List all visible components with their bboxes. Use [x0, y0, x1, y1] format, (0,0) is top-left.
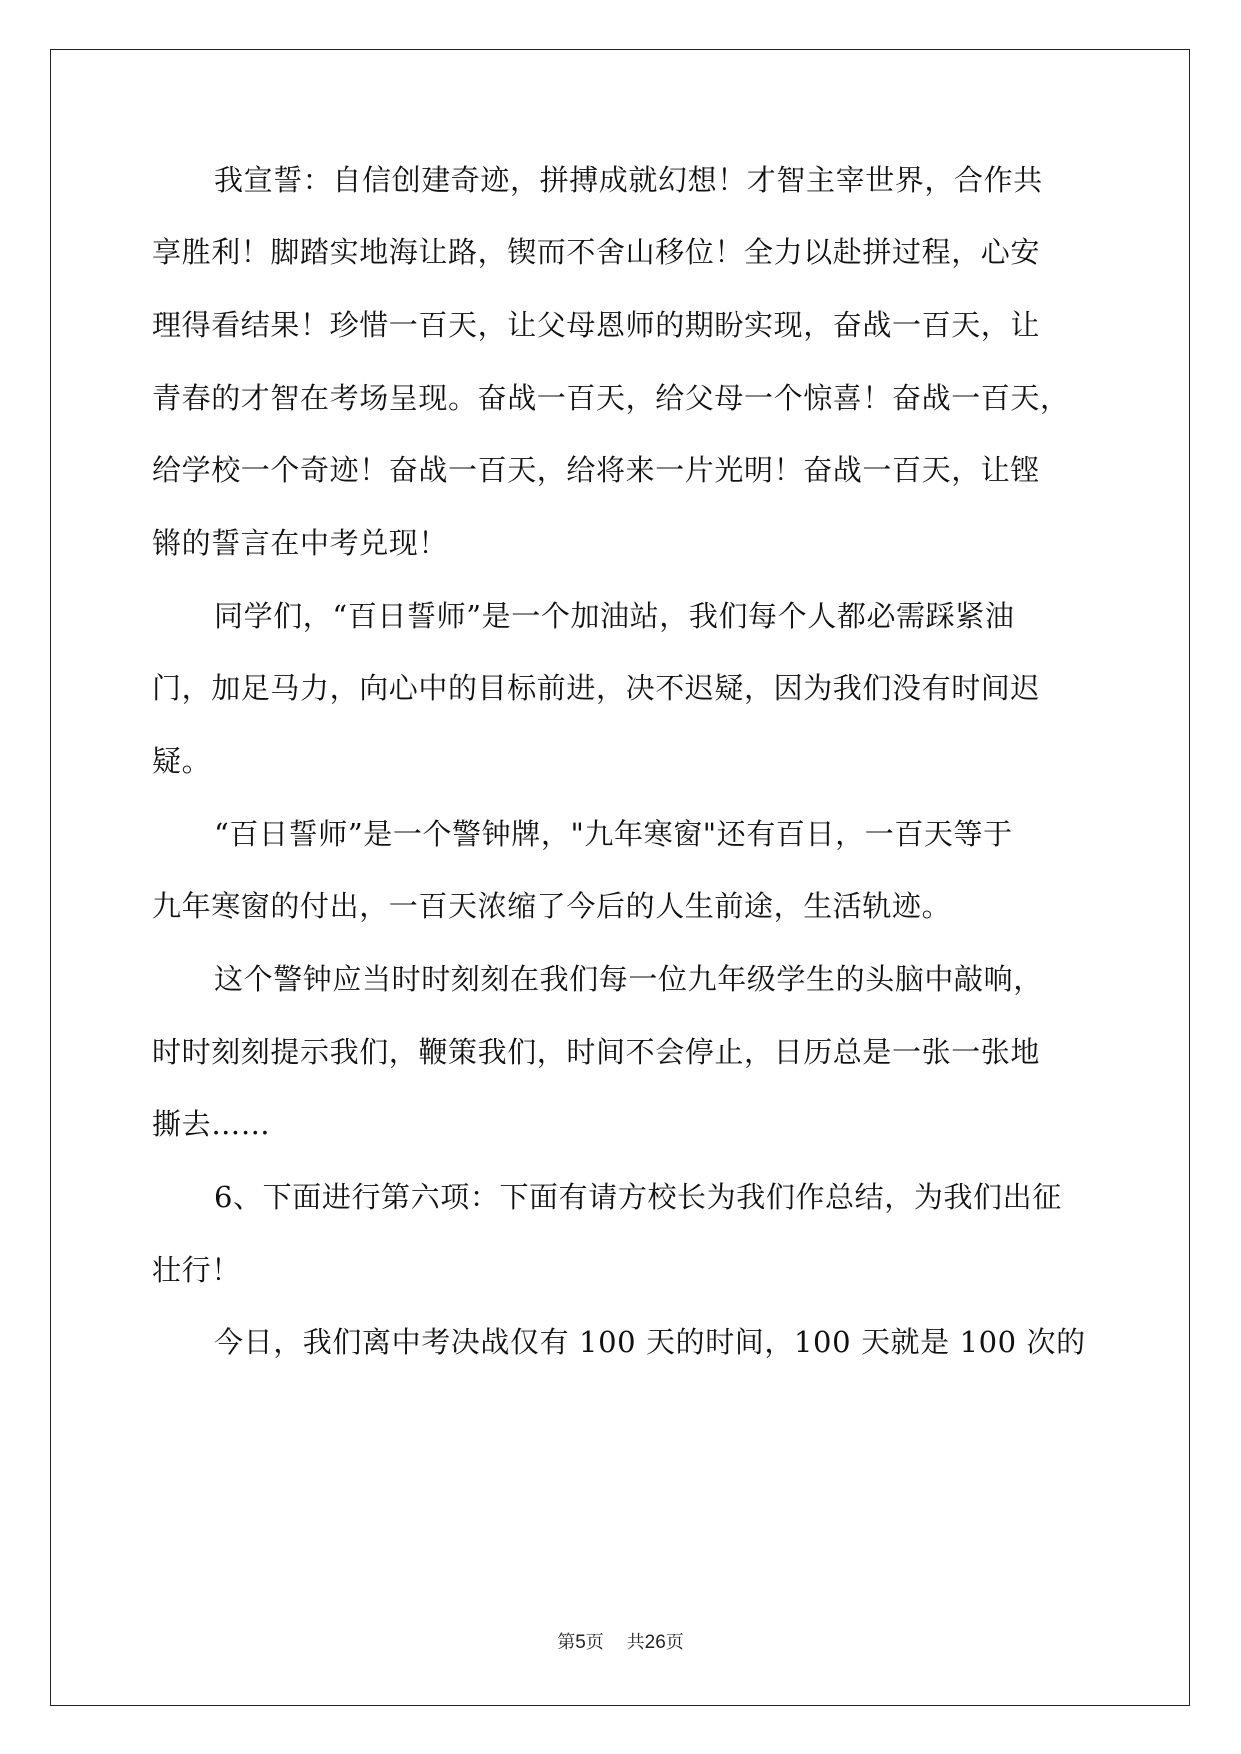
text-line: 撕去……: [152, 1107, 271, 1141]
text-line: 我宣誓：自信创建奇迹，拼搏成就幻想！才智主宰世界，合作共: [214, 163, 1043, 197]
text-line: 享胜利！脚踏实地海让路，锲而不舍山移位！全力以赴拼过程，心安: [152, 235, 1041, 269]
text-line: 九年寒窗的付出，一百天浓缩了今后的人生前途，生活轨迹。: [152, 889, 952, 923]
text-line: 理得看结果！珍惜一百天，让父母恩师的期盼实现，奋战一百天，让: [152, 308, 1041, 342]
text-line: 青春的才智在考场呈现。奋战一百天，给父母一个惊喜！奋战一百天，: [152, 381, 1070, 415]
text-line: 锵的誓言在中考兑现！: [152, 526, 449, 560]
page-footer: [0, 1628, 1241, 1654]
page-suffix: 页: [585, 1632, 604, 1653]
text-line: 时时刻刻提示我们，鞭策我们，时间不会停止，日历总是一张一张地: [152, 1035, 1041, 1069]
text-line: 疑。: [152, 744, 212, 778]
page-number: 5: [575, 1632, 586, 1653]
text-line: 给学校一个奇迹！奋战一百天，给将来一片光明！奋战一百天，让铿: [152, 453, 1041, 487]
text-line: 同学们，“百日誓师”是一个加油站，我们每个人都必需踩紧油: [214, 599, 1015, 633]
text-line: 门，加足马力，向心中的目标前进，决不迟疑，因为我们没有时间迟: [152, 671, 1041, 705]
page-prefix: 第: [557, 1632, 576, 1653]
text-line: 这个警钟应当时时刻刻在我们每一位九年级学生的头脑中敲响，: [214, 962, 1043, 996]
total-pages: 26: [644, 1632, 666, 1653]
total-suffix: 页: [665, 1632, 684, 1653]
text-line: 今日，我们离中考决战仅有 100 天的时间，100 天就是 100 次的: [214, 1325, 1086, 1359]
text-line: 壮行！: [152, 1253, 241, 1287]
total-prefix: 共: [626, 1632, 645, 1653]
text-line: 6、下面进行第六项：下面有请方校长为我们作总结，为我们出征: [214, 1180, 1062, 1214]
text-line: “百日誓师”是一个警钟牌，"九年寒窗"还有百日，一百天等于: [214, 817, 1013, 851]
page-border: [50, 49, 1190, 1706]
